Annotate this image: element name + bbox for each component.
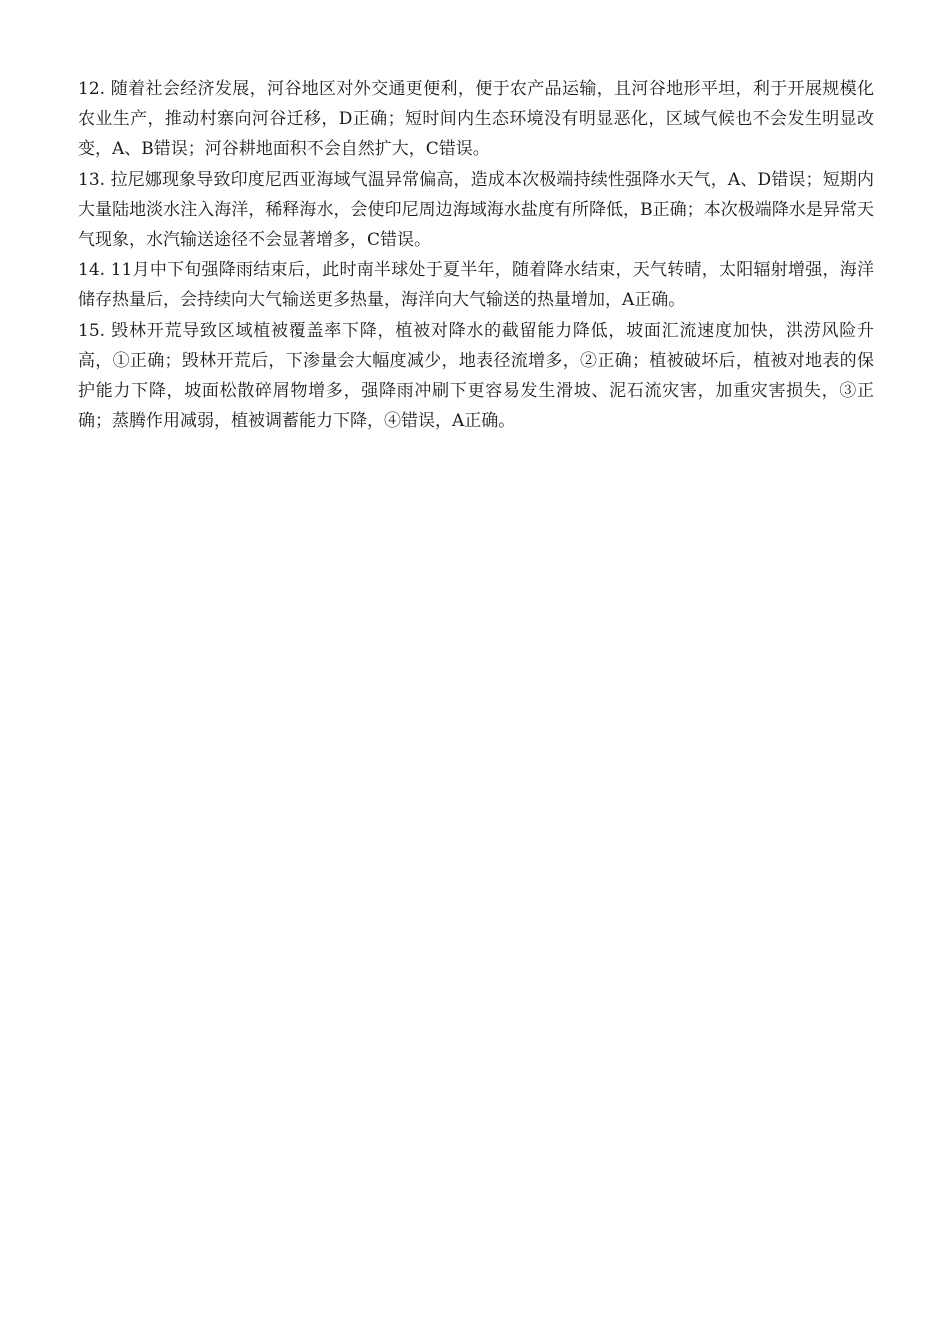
answer-paragraph-13: 13. 拉尼娜现象导致印度尼西亚海域气温异常偏高，造成本次极端持续性强降水天气，A、D错误；短期内大量陆地淡水注入海洋，稀释海水，会使印尼周边海域海水盐度有所降低，B正确；本次极端降水是异常天气现象，水汽输送途径不会显著增多，C错误。: [78, 169, 874, 251]
answer-paragraph-12: 12. 随着社会经济发展，河谷地区对外交通更便利，便于农产品运输，且河谷地形平坦，利于开展规模化农业生产，推动村寨向河谷迁移，D正确；短时间内生态环境没有明显恶化，区域气候也不会发生明显改变，A、B错误；河谷耕地面积不会自然扩大，C错误。: [78, 79, 874, 160]
answer-paragraph-14: 14. 11月中下旬强降雨结束后，此时南半球处于夏半年，随着降水结束，天气转晴，太阳辐射增强，海洋储存热量后，会持续向大气输送更多热量，海洋向大气输送的热量增加，A正确。: [78, 260, 874, 311]
answer-explanations: [78, 74, 874, 436]
answer-paragraph-15: 15. 毁林开荒导致区域植被覆盖率下降，植被对降水的截留能力降低，坡面汇流速度加快，洪涝风险升高，①正确；毁林开荒后，下渗量会大幅度减少，地表径流增多，②正确；植被破坏后，植被对地表的保护能力下降，坡面松散碎屑物增多，强降雨冲刷下更容易发生滑坡、泥石流灾害，加重灾害损失，③正确；蒸腾作用减弱，植被调蓄能力下降，④错误，A正确。: [78, 320, 874, 432]
